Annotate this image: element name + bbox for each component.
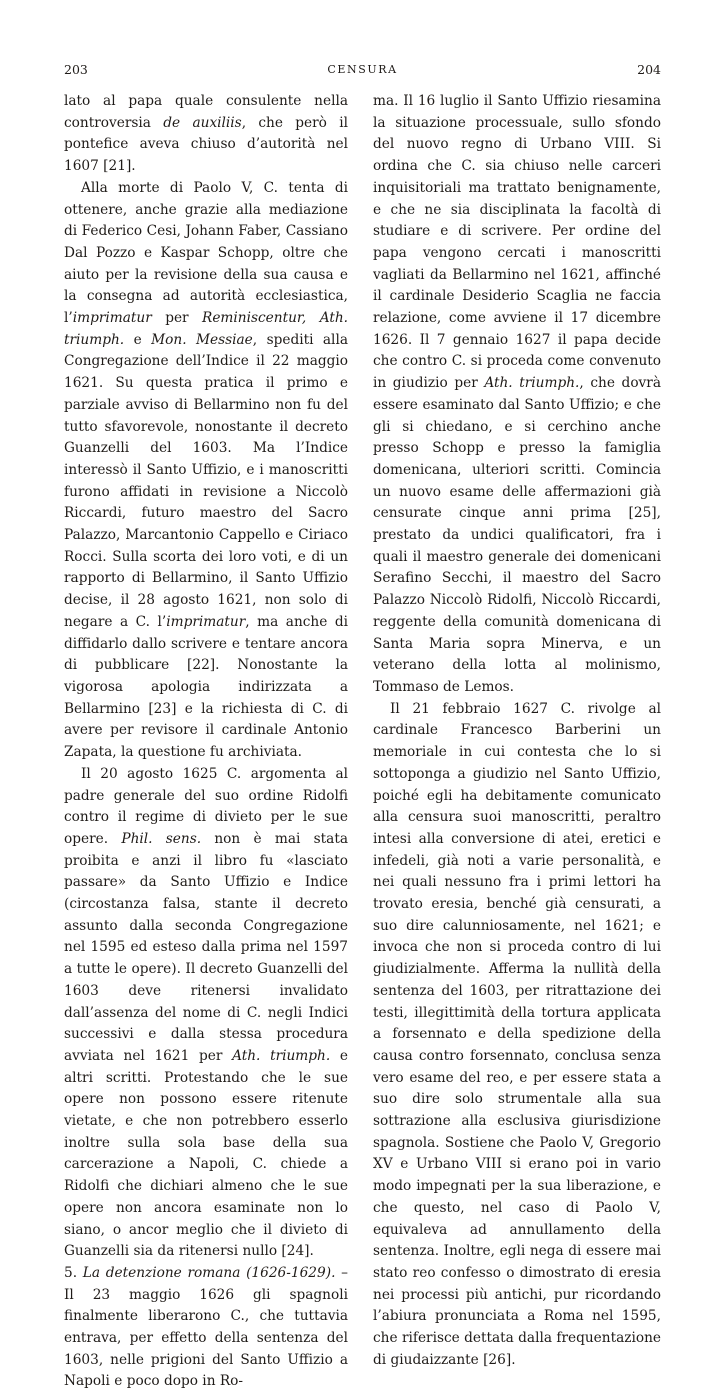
page-number-right: 204 [637, 62, 661, 77]
text-run: ma. Il 16 luglio il Santo Uffizio riesamina la situazione processuale, sullo sfondo del nuovo regno di Urbano VIII. Si ordina che C. sia chiuso nelle carceri inquisitoriali ma trattato benignamente, e che ne sia disciplinata la facoltà di studiare e di scrivere. Per ordine del papa vengono cercati i manoscritti vagliati da Bellarmino nel 1621, affinché il cardinale Desiderio Scaglia ne faccia relazione, come avviene il 17 dicembre 1626. Il 7 gennaio 1627 il papa decide che contro C. si proceda come convenuto in giudizio per [373, 93, 661, 392]
paragraph: Il 21 febbraio 1627 C. rivolge al cardinale Francesco Barberini un memoriale in cui contesta che lo si sottoponga a giudizio nel Santo Uffizio, poiché egli ha debitamente comunicato alla censura suoi manoscritti, peraltro intesi alla conversione di atei, eretici e infedeli, già noti a varie personalità, e nei quali nessuno fra i primi lettori ha trovato eresia, benché già censurati, a suo dire calunniosamente, nel 1621; e invoca che non si proceda contro di lui giudizialmente. Afferma la nullità della sentenza del 1603, per ritrattazione dei testi, illegittimità della tortura applicata a forsennato e della spedizione della causa contro forsennato, conclusa senza vero esame del reo, e per essere stata a suo dire solo strumentale alla sua sottrazione alla esclusiva giurisdizione spagnola. Sostiene che Paolo V, Gregorio XV e Urbano VIII si erano poi in vario modo impegnati per la sua liberazione, e che questo, nel caso di Paolo V, equivaleva ad annullamento della sentenza. Inoltre, egli nega di essere mai stato reo confesso o dimostrato di eresia nei processi più antichi, pur ricordando l’abiura pronunciata a Roma nel 1595, che riferisce dettata dalla frequentazione di giudaizzante [26]. [373, 700, 661, 1368]
paragraph [64, 764, 348, 1263]
text-run: Il 20 agosto 1625 C. argomenta al padre generale del suo ordine Ridolfi contro il regime di divieto per le sue opere. [64, 765, 348, 847]
text-run: , che dovrà essere esaminato dal Santo Uffizio; e che gli si chiedano, e si cerchino anche presso Schopp e presso la famiglia domenicana, ulteriori scritti. Comincia un nuovo esame delle affermazioni già censurate cinque anni prima [25], prestato da undici qualificatori, fra i quali il maestro generale dei domenicani Serafino Secchi, il maestro del Sacro Palazzo Niccolò Ridolfi, Niccolò Riccardi, reggente della comunità domenicana di Santa Maria sopra Minerva, e un veterano della lotta al molinismo, Tommaso de Lemos. [373, 375, 661, 695]
italic-run: Phil. sens. [121, 830, 202, 847]
paragraph [64, 178, 348, 764]
text-run: Alla morte di Paolo V, C. tenta di ottenere, anche grazie alla mediazione di Federico Cesi, Johann Faber, Cassiano Dal Pozzo e Kaspar Schopp, oltre che aiuto per la revisione della sua causa e la consegna ad autorità ecclesiastica, l’ [64, 179, 348, 327]
text-run: , spediti alla Congregazione dell’Indice il 22 maggio 1621. Su questa pratica il primo e parziale avviso di Bellarmino non fu del tutto sfavorevole, nonostante il decreto Guanzelli del 1603. Ma l’Indice interessò il Santo Uffizio, e i manoscritti furono affidati in revisione a Niccolò Riccardi, futuro maestro del Sacro Palazzo, Marcantonio Cappello e Ciriaco Rocci. Sulla scorta dei loro voti, e di un rapporto di Bellarmino, il Santo Uffizio decise, il 28 agosto 1621, non solo di negare a C. l’ [64, 331, 348, 630]
section-paragraph [64, 1263, 348, 1393]
section-number: 5. [64, 1264, 83, 1281]
italic-run: imprimatur [72, 310, 152, 327]
text-run: non è mai stata proibita e anzi il libro fu «lasciato passare» da Santo Uffizio e Indice (circostanza falsa, stante il decreto assunto dalla seconda Congregazione nel 1595 ed esteso dalla prima nel 1597 a tutte le opere). Il decreto Guanzelli del 1603 deve ritenersi invalidato dall’assenza del nome di C. negli Indici successivi e dalla stessa procedura avviata nel 1621 per [64, 830, 348, 1064]
text-run: , che però il pontefice aveva chiuso d’autorità nel 1607 [21]. [64, 114, 349, 175]
italic-run: imprimatur [166, 613, 246, 630]
paragraph-continuation [373, 91, 661, 699]
text-run: – Il 23 maggio 1626 gli spagnoli finalmente liberarono C., che tuttavia entrava, per effetto della sentenza del 1603, nelle prigioni del Santo Uffizio a Napoli e poco dopo in Ro- [64, 1264, 348, 1390]
left-column [64, 91, 348, 1393]
italic-run: de auxiliis [163, 114, 242, 131]
right-column [373, 91, 661, 1371]
text-run: lato al papa quale consulente nella controversia [64, 93, 348, 131]
italic-run: Reminiscentur, Ath. triumph. [64, 310, 348, 348]
italic-run: Mon. Messiae [151, 331, 253, 348]
text-run: per [151, 310, 203, 327]
running-head: CENSURA [327, 63, 398, 76]
text-run: , ma anche di diffidarlo dallo scrivere e tentare ancora di pubblicare [22]. Nonostante la vigorosa apologia indirizzata a Bellarmino [23] e la richiesta di C. di avere per revisore il cardinale Antonio Zapata, la questione fu archiviata. [64, 613, 348, 761]
text-run: e altri scritti. Protestando che le sue opere non possono essere ritenute vietate, e che non potrebbero esserlo inoltre sulla sola base della sua carcerazione a Napoli, C. chiede a Ridolfi che dichiari almeno che le sue opere non ancora esaminate non lo siano, o ancor meglio che il divieto di Guanzelli sia da ritenersi nullo [24]. [64, 1047, 348, 1260]
section-title: La detenzione romana (1626-1629). [82, 1264, 336, 1281]
paragraph-continuation [64, 91, 348, 178]
page-header [64, 62, 661, 78]
page-number-left: 203 [64, 62, 88, 77]
italic-run: Ath. triumph. [232, 1047, 331, 1064]
italic-run: Ath. triumph. [484, 375, 580, 392]
text-run: e [124, 331, 152, 348]
